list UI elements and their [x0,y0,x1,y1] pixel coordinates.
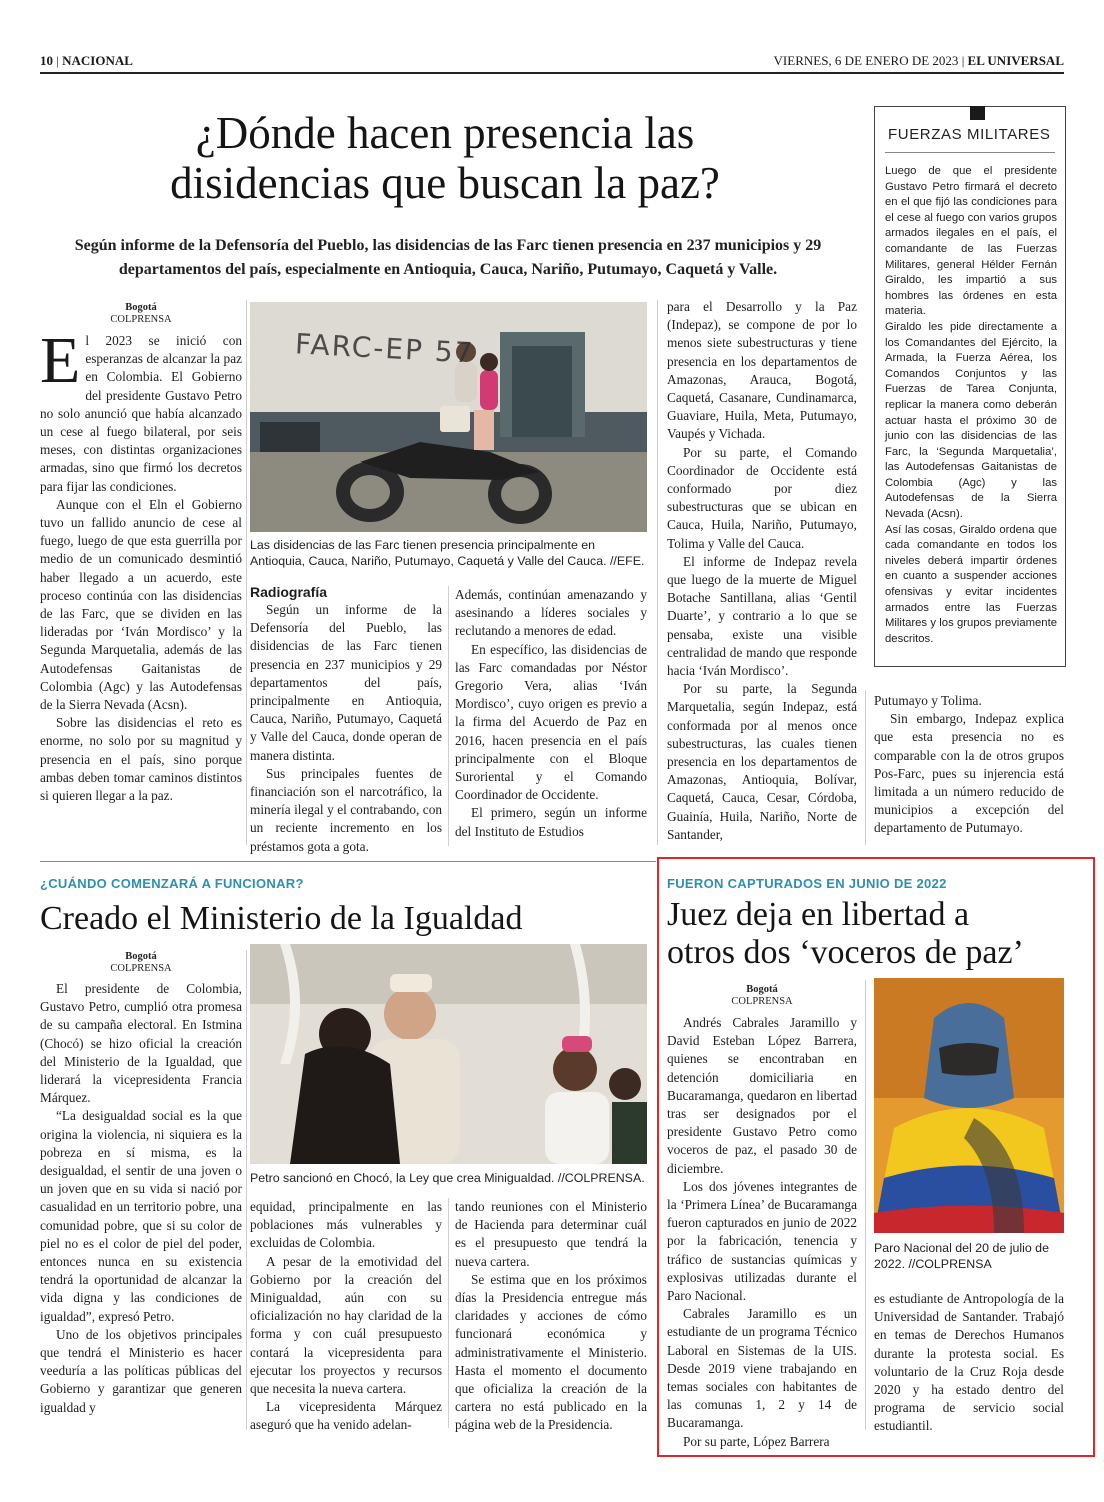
article3-headline-line1: Juez deja en libertad a [667,896,970,933]
main-col1-paragraph-1 [40,324,242,496]
main-photo-graffiti: FARC-EP 57 [294,327,476,370]
main-col4-paragraph-3: El informe de Indepaz revela que luego de la muerte de Miguel Botache Santillana, alias ‘Gentil Duarte’, y contrario a lo que se pensaba, existe una visible centralidad de mando que responde hacia ‘Iván Mordisco’. [667,553,857,679]
article2-photo-caption: Petro sancionó en Chocó, la Ley que crea Minigualdad. //COLPRENSA. [250,1171,645,1185]
section-name: NACIONAL [62,53,133,68]
byline-city: Bogotá [125,951,157,962]
article3-byline [667,984,857,1008]
article3-col-2 [874,1290,1064,1436]
header-separator: | [56,53,63,68]
sidebar-top-rule-right [985,106,1065,107]
header-rule [40,72,1064,74]
article3-photo-caption: Paro Nacional del 20 de julio de 2022. //COLPRENSA [874,1241,1049,1271]
main-col-3 [455,586,647,841]
article2-col2-paragraph-2: A pesar de la emotividad del Gobierno por la creación del Minigualdad, aún con su oficialización no hay claridad de la forma y con cuál presupuesto contará la vicepresidenta para ejecutar los proyectos y recursos que necesita la nueva cartera. [250,1253,442,1397]
main-col4-paragraph-4: Por su parte, la Segunda Marquetalia, según Indepaz, está conformada por al menos once subestructuras, las cuales tienen presencia en los departamentos de Amazonas, Antioquia, Bolívar, Caquetá, Cauca, Cesar, Córdoba, Guainía, Huila, Nariño, Norte de Santander, [667,681,857,842]
page-date: VIERNES, 6 DE ENERO DE 2023 [773,53,959,68]
subtitle-radiografia: Radiografía [250,584,328,600]
main-col5-paragraph-2: Sin embargo, Indepaz explica que esta presencia no es comparable con la de otros grupos Pos-Farc, pues su injerencia está limitada a un número reducido de municipios a excepción del departamento de Putumayo. [874,711,1064,836]
main-col5-paragraph-1: Putumayo y Tolima. [874,693,982,708]
article2-col1-paragraph-1: El presidente de Colombia, Gustavo Petro, cumplió otra promesa de su campaña electoral. En Istmina (Chocó) se hizo oficial la creación del Ministerio de la Igualdad, que liderará la vicepresidenta Francia Márquez. [40,981,242,1106]
article2-col-1 [40,980,242,1417]
dropcap-letter: E [40,324,81,397]
sidebar-paragraph-2: Giraldo les pide directamente a los Comandantes del Ejército, la Armada, la Fuerza Aérea, los Comandos Conjuntos y las Fuerzas de Tarea Conjunta, replicar la manera como deberán actuar hasta el próximo 30 de junio con las disidencias de las Farc, la ‘Segunda Marquetalia’, las Autodefensas Gaitanistas de Colombia (Agc) y las Autodefensas de la Sierra Nevada (Acsn). [885,320,1057,521]
main-subhead: Según informe de la Defensoría del Pueblo, las disidencias de las Farc tienen presencia en 237 municipios y 29 departamentos del país, especialmente en Antioquia, Cauca, Nariño, Putumayo, Caquetá y Valle. [74,237,822,278]
main-col1-paragraph-3: Sobre las disidencias el reto es enorme, no solo por su magnitud y presencia en el país, sino porque ambas deben tomar caminos distintos si quieren llegar a la paz. [40,715,242,804]
article2-col-2 [250,1198,442,1435]
article2-col1-paragraph-2: “La desigualdad social es la que origina la violencia, ni siquiera es la pobreza en sí misma, es la desigualdad, el sentir de una joven o un joven que en su vida si nació por casualidad en un territorio pobre, una comunidad pobre, que si su color de piel no es el color de piel del poder, entonces nunca en su existencia tendrá la oportunidad de alcanzar la vida digna y las condiciones de igualdad”, expresó Petro. [40,1108,242,1324]
main-col-1 [40,324,242,805]
article3-col2-paragraph-1: es estudiante de Antropología de la Universidad de Santander. Trabajó en temas de Derechos Humanos durante la protesta social. Es voluntario de la Cruz Roja desde 2020 y ha estado dentro del programa de servicio social estudiantil. [874,1291,1064,1434]
byline-agency: COLPRENSA [110,963,172,974]
main-byline [40,302,242,326]
main-col1-p1-text: l 2023 se inició con esperanzas de alcanzar la paz en Colombia. El Gobierno del presidente Gustavo Petro no solo anunció que había alcanzado un cese al fuego bilateral, por seis meses, con distintas organizaciones armadas, sino que firmó los decretos para fijar las condiciones. [40,333,242,494]
article3-col1-paragraph-1: Andrés Cabrales Jaramillo y David Esteban López Barrera, quienes se encontraban en detención domiciliaria en Bucaramanga, quedaron en libertad tras ser designados por el presidente Gustavo Petro como voceros de paz, el pasado 30 de diciembre. [667,1015,857,1176]
article3-headline-line2: otros dos ‘voceros de paz’ [667,934,1024,971]
main-col3-paragraph-1: Además, continúan amenazando y asesinando a líderes sociales y reclutando a menores de edad. [455,587,647,639]
sidebar-top-bar [970,106,985,120]
main-headline [40,108,850,208]
sidebar-paragraph-3: Así las cosas, Giraldo ordena que cada comandante en todos los niveles deberá impartir órdenes en cuanto a suspender acciones ofensivas y evitar incidentes armados entre las Fuerzas Militares y los grupos previamente descritos. [885,523,1057,645]
sidebar-box [874,106,1066,667]
main-col1-paragraph-2: Aunque con el Eln el Gobierno tuvo un fallido anuncio de cese al fuego, luego de que esta guerrilla por medio de un comunicado desmintió haber llegado a un acuerdo, este proceso continúa con las disidencias de las Farc, que se dividen en las lideradas por ‘Iván Mordisco’ y la Segunda Marquetalia, además de las Autodefensas Gaitanistas de Colombia (Agc) y las Autodefensas de la Sierra Nevada (Acsn). [40,496,242,713]
page-number: 10 [40,53,53,68]
article3-photo-illustration [874,978,1064,1233]
column-rule [448,586,449,846]
article2-col3-paragraph-1: tando reuniones con el Ministerio de Hacienda para determinar cuál es el presupuesto que tendrá la nueva cartera. [455,1199,647,1269]
article3-col1-paragraph-4: Por su parte, López Barrera [683,1433,830,1449]
article2-photo-petro-hug [250,944,647,1164]
article2-headline: Creado el Ministerio de la Igualdad [40,900,523,937]
sidebar-paragraph-1: Luego de que el presidente Gustavo Petro firmará el decreto en el que fijó las condiciones para el cese al fuego con varios grupos armados ilegales en el país, el comandante de las Fuerzas Militares, general Hélder Fernán Giraldo, les impartió a sus hombres las órdenes en esta materia. [885,165,1057,318]
article2-col1-paragraph-3: Uno de los objetivos principales que tendrá el Ministerio es hacer veeduría a las políticas públicas del Gobierno y garantizar que generen igualdad y [40,1326,242,1415]
main-col2-paragraph-1: Según un informe de la Defensoría del Pueblo, las disidencias de las Farc tienen presencia en 237 municipios y 29 departamentos del país, principalmente en Antioquia, Cauca, Nariño, Putumayo, Caquetá y Valle del Cauca, donde operan de manera distinta. [250,602,442,763]
main-photo-motorcycle [250,302,647,532]
article2-photo-illustration [250,944,647,1164]
main-col4-paragraph-1: para el Desarrollo y la Paz (Indepaz), se compone de por lo menos siete subestructuras y tiene presencia en los departamentos de Amazonas, Arauca, Bogotá, Caquetá, Casanare, Cundinamarca, Guaviare, Huila, Meta, Putumayo, Vaupés y Vichada. [667,299,857,442]
sidebar-top-rule [875,106,970,107]
column-rule [246,950,247,1430]
section-divider [40,861,656,862]
article2-col-3 [455,1198,647,1435]
article3-col-1 [667,1014,857,1451]
byline-city: Bogotá [746,984,778,995]
column-rule [865,980,866,1430]
header-right [774,53,1064,69]
article3-kicker: FUERON CAPTURADOS EN JUNIO DE 2022 [667,876,947,891]
main-headline-line1: ¿Dónde hacen presencia las [195,108,695,158]
main-col2-paragraph-2: Sus principales fuentes de financiación son el narcotráfico, la minería ilegal y el contrabando, con un reciente incremento en los préstamos gota a gota. [250,765,442,854]
article2-kicker: ¿CUÁNDO COMENZARÁ A FUNCIONAR? [40,876,304,891]
main-photo-caption: Las disidencias de las Farc tienen presencia principalmente en Antioquia, Cauca, Nariño, Putumayo, Caquetá y Valle del Cauca. //EFE. [250,538,645,568]
main-col-2 [250,583,442,856]
column-rule [865,690,866,845]
article3-headline [667,896,1024,972]
header-separator-right: | [961,53,968,68]
page-header [40,53,1064,71]
column-rule [657,300,658,845]
main-col3-paragraph-3: El primero, según un informe del Instituto de Estudios [455,805,647,839]
article2-col2-paragraph-1: equidad, principalmente en las poblaciones más vulnerables y excluidas de Colombia. [250,1199,442,1251]
byline-agency: COLPRENSA [731,996,793,1007]
sidebar-title: FUERZAS MILITARES [888,126,1051,143]
sidebar-body [885,164,1057,647]
newspaper-name: EL UNIVERSAL [967,53,1064,68]
sidebar-title-rule [885,152,1055,153]
column-rule [246,300,247,845]
byline-city: Bogotá [125,302,157,313]
byline-agency: COLPRENSA [110,314,172,325]
main-col4-paragraph-2: Por su parte, el Comando Coordinador de Occidente está conformado por diez subestructuras que se ubican en Cauca, Huila, Nariño, Putumayo, Tolima y Valle del Cauca. [667,444,857,551]
main-headline-line2: disidencias que buscan la paz? [170,158,720,208]
main-col-4 [667,298,857,844]
article3-col1-paragraph-2: Los dos jóvenes integrantes de la ‘Primera Línea’ de Bucaramanga fueron capturados en junio de 2022 por la fabricación, tenencia y tráfico de sustancias químicas y explosivas utilizadas durante el Paro Nacional. [667,1178,857,1304]
article3-photo-protester [874,978,1064,1233]
article2-col2-paragraph-3: La vicepresidenta Márquez aseguró que ha venido adelan- [250,1399,442,1433]
article2-col3-paragraph-2: Se estima que en los próximos días la Presidencia entregue más claridades y acciones de cómo funcionará económica y administrativamente el Ministerio. Hasta el momento el documento que oficializa la creación de la cartera no está publicado en la página web de la Presidencia. [455,1271,647,1433]
main-col3-paragraph-2: En específico, las disidencias de las Farc comandadas por Néstor Gregorio Vera, alias ‘Iván Mordisco’, cuyo origen es previo a la firma del Acuerdo de Paz en 2016, hacen presencia en el país principalmente con el Bloque Suroriental y el Comando Coordinador de Occidente. [455,641,647,803]
column-rule [448,1198,449,1428]
article2-byline [40,951,242,975]
article3-col1-paragraph-3: Cabrales Jaramillo es un estudiante de un programa Técnico Laboral en Sistemas de la UIS. Desde 2019 viene trabajando en temas sociales con habitantes de las comunas 1, 2 y 14 de Bucaramanga. [667,1306,857,1431]
main-col-5 [874,692,1064,838]
